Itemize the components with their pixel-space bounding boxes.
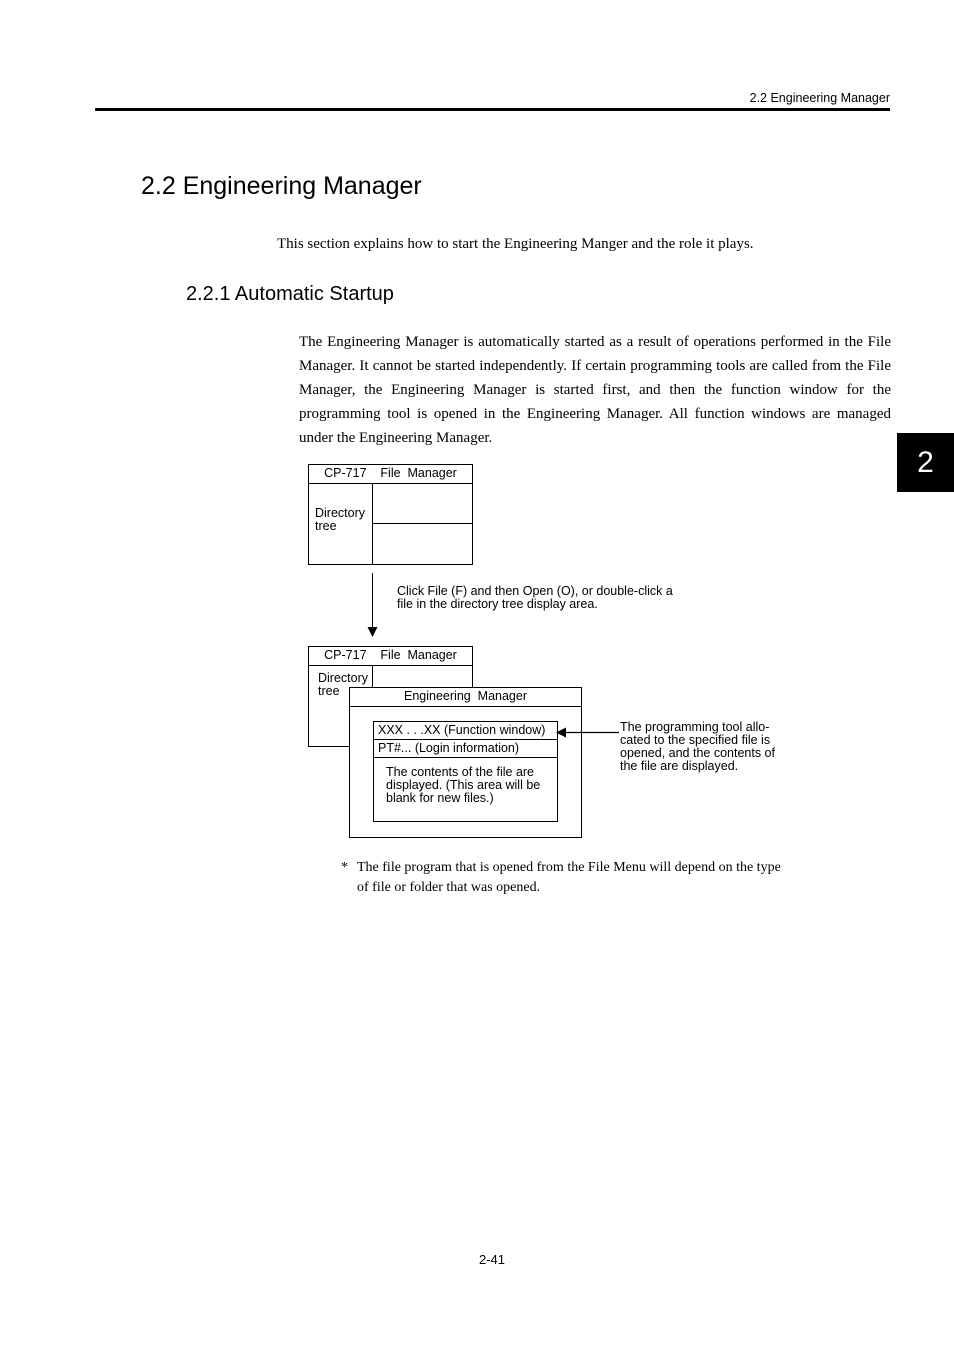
page-number: 2-41 xyxy=(478,1252,506,1267)
function-window-divider xyxy=(374,739,557,740)
down-arrow-icon xyxy=(365,573,381,639)
file-manager-title-1: CP-717 File Manager xyxy=(324,466,457,480)
login-information: PT#... (Login information) xyxy=(378,741,520,755)
pane-divider-2 xyxy=(372,665,373,687)
title-divider-1 xyxy=(309,483,472,484)
function-window-title: XXX . . .XX (Function window) xyxy=(378,723,546,737)
chapter-tab: 2 xyxy=(897,433,954,492)
function-window xyxy=(373,721,558,822)
section-title: 2.2 Engineering Manager xyxy=(141,172,422,200)
directory-tree-label-2: Directory tree xyxy=(318,671,369,698)
step-caption: Click File (F) and then Open (O), or double-click a file in the directory tree display area. xyxy=(397,584,673,611)
engineering-manager-title-divider xyxy=(350,706,581,707)
engineering-manager-title: Engineering Manager xyxy=(404,689,527,703)
directory-tree-label-1: Directory tree xyxy=(315,506,366,533)
footnote-text: The file program that is opened from the File Menu will depend on the type of file or folder that was opened. xyxy=(357,860,781,895)
running-header: 2.2 Engineering Manager xyxy=(749,91,890,105)
subsection-title: 2.2.1 Automatic Startup xyxy=(186,283,394,305)
file-contents-note: The contents of the file are displayed. (This area will be blank for new files.) xyxy=(386,765,541,805)
file-manager-window-1 xyxy=(308,464,473,565)
intro-paragraph: This section explains how to start the Engineering Manger and the role it plays. xyxy=(277,236,754,252)
tool-caption: The programming tool allo- cated to the specified file is opened, and the contents of the file are displayed. xyxy=(620,720,775,773)
footnote xyxy=(341,858,781,898)
footnote-mark: * xyxy=(341,860,348,875)
right-pane-divider-1 xyxy=(372,523,472,524)
title-divider-2 xyxy=(309,665,472,666)
file-manager-title-2: CP-717 File Manager xyxy=(324,648,457,662)
login-divider xyxy=(374,757,557,758)
left-arrow-icon xyxy=(556,726,620,740)
body-paragraph-text: The Engineering Manager is automatically started as a result of operations performed in the File Manager. It cannot be started independently. If certain programming tools are called from the File Manager, the Engineering Manager is started first, and then the function window for the programming tool is opened in the Engineering Manager. All function windows are managed under the Engineering Manager. xyxy=(299,334,891,446)
